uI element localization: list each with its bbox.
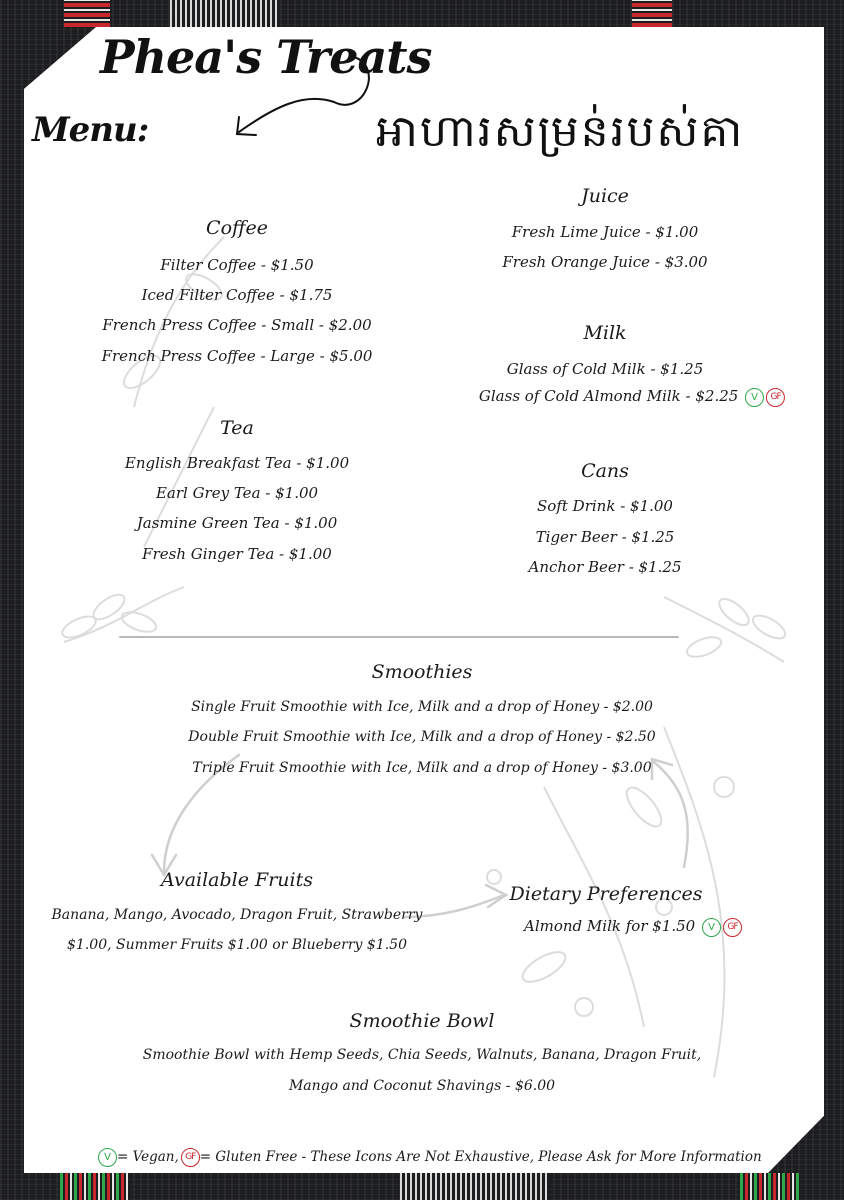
cans-item: Soft Drink - $1.00 — [537, 497, 673, 515]
flower-head — [714, 777, 734, 797]
coffee-item: Iced Filter Coffee - $1.75 — [141, 286, 333, 304]
cans-item: Tiger Beer - $1.25 — [535, 528, 675, 546]
coffee-item: French Press Coffee - Small - $2.00 — [102, 316, 372, 334]
juice-heading: Juice — [581, 185, 629, 207]
milk-item-almond — [479, 387, 785, 407]
cans-item: Anchor Beer - $1.25 — [528, 558, 682, 576]
vegan-legend-text: = Vegan, — [117, 1149, 179, 1165]
milk-heading: Milk — [583, 322, 627, 344]
floral-leaf — [715, 594, 753, 629]
textile-stripe — [632, 0, 672, 27]
textile-stripe — [400, 1173, 550, 1200]
dietary-heading: Dietary Preferences — [509, 883, 703, 905]
bowl-line: Mango and Coconut Shavings - $6.00 — [288, 1078, 556, 1094]
arrow-head — [486, 885, 506, 907]
juice-item: Fresh Orange Juice - $3.00 — [502, 253, 708, 271]
dietary-item-label: Almond Milk for $1.50 — [524, 917, 696, 935]
tea-item: Fresh Ginger Tea - $1.00 — [142, 545, 332, 563]
brand-title: Phea's Treats — [100, 30, 432, 84]
gluten-free-badge-icon: GF — [181, 1148, 200, 1167]
khmer-title: អាហារសម្រន់របស់គា — [376, 106, 745, 157]
tea-item: Jasmine Green Tea - $1.00 — [136, 514, 338, 532]
floral-leaf — [119, 608, 158, 635]
floral-leaf — [621, 782, 667, 832]
vegan-badge-icon: V — [98, 1148, 117, 1167]
smoothie-item: Triple Fruit Smoothie with Ice, Milk and a drop of Honey - $3.00 — [192, 760, 652, 776]
coffee-item: Filter Coffee - $1.50 — [160, 256, 314, 274]
tea-heading: Tea — [220, 417, 254, 439]
menu-paper — [24, 27, 824, 1173]
textile-stripe — [64, 0, 110, 27]
milk-item: Glass of Cold Milk - $1.25 — [506, 360, 704, 378]
smoothie-item: Double Fruit Smoothie with Ice, Milk and a drop of Honey - $2.50 — [188, 729, 656, 745]
dietary-item — [524, 917, 742, 937]
fruits-line: Banana, Mango, Avocado, Dragon Fruit, Strawberry — [51, 907, 423, 923]
fruits-line: $1.00, Summer Fruits $1.00 or Blueberry $1.50 — [67, 937, 407, 953]
textile-stripe — [740, 1173, 800, 1200]
cans-heading: Cans — [581, 460, 629, 482]
leaf-branch — [664, 597, 784, 662]
section-divider — [119, 636, 679, 638]
milk-item-label: Glass of Cold Almond Milk - $2.25 — [478, 387, 739, 405]
fruits-heading: Available Fruits — [161, 869, 313, 891]
floral-leaf — [518, 946, 570, 987]
menu-label: Menu: — [32, 110, 149, 150]
coffee-heading: Coffee — [206, 217, 268, 239]
floral-stem — [544, 787, 644, 1027]
textile-stripe — [60, 1173, 130, 1200]
floral-leaf — [684, 633, 723, 660]
floral-leaf — [749, 611, 788, 643]
vegan-badge-icon: V — [745, 388, 764, 407]
flower-head — [575, 998, 593, 1016]
smoothies-heading: Smoothies — [371, 661, 473, 683]
flower-head — [487, 870, 501, 884]
vegan-badge-icon: V — [702, 918, 721, 937]
tea-item: Earl Grey Tea - $1.00 — [155, 484, 319, 502]
floral-decoration — [24, 27, 824, 1173]
juice-item: Fresh Lime Juice - $1.00 — [511, 223, 699, 241]
gluten-free-badge-icon: GF — [723, 918, 742, 937]
smoothie-item: Single Fruit Smoothie with Ice, Milk and a drop of Honey - $2.00 — [191, 699, 653, 715]
coffee-item: French Press Coffee - Large - $5.00 — [101, 347, 373, 365]
textile-stripe — [170, 0, 280, 27]
footer-legend — [96, 1148, 762, 1167]
bowl-line: Smoothie Bowl with Hemp Seeds, Chia Seeds, Walnuts, Banana, Dragon Fruit, — [142, 1047, 702, 1063]
gf-legend-text: = Gluten Free - These Icons Are Not Exhaustive, Please Ask for More Information — [199, 1149, 762, 1165]
bowl-heading: Smoothie Bowl — [349, 1010, 495, 1032]
tea-item: English Breakfast Tea - $1.00 — [124, 454, 350, 472]
gluten-free-badge-icon: GF — [766, 388, 785, 407]
